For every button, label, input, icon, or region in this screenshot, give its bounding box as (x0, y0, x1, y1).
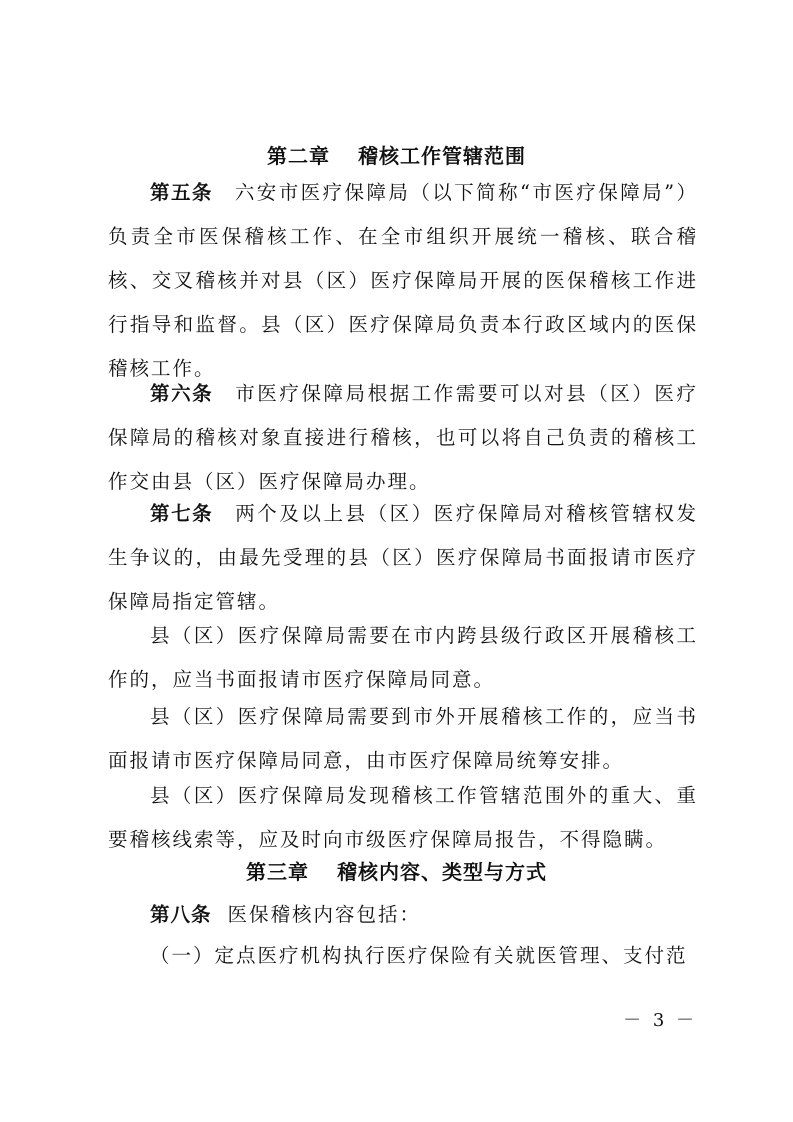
article-label: 第八条 (150, 903, 212, 926)
body-paragraph: 县（区）医疗保障局需要在市内跨县级行政区开展稽核工作的，应当书面报请市医疗保障局同意。 (108, 624, 698, 691)
body-paragraph: 县（区）医疗保障局需要到市外开展稽核工作的，应当书面报请市医疗保障局同意，由市医疗保障局统筹安排。 (108, 705, 698, 772)
chapter-heading (0, 141, 793, 171)
article-text: 医保稽核内容包括： (227, 903, 422, 926)
chapter-title: 稽核内容、类型与方式 (337, 860, 547, 884)
article-text: 市医疗保障局根据工作需要可以对县（区）医疗保障局的稽核对象直接进行稽核，也可以将自己负责的稽核工作交由县（区）医疗保障局办理。 (108, 382, 698, 493)
article-paragraph (108, 893, 698, 937)
article-paragraph (108, 171, 698, 391)
chapter-title: 稽核工作管辖范围 (358, 144, 526, 168)
body-paragraph: 县（区）医疗保障局发现稽核工作管辖范围外的重大、重要稽核线索等，应及时向市级医疗保障局报告，不得隐瞒。 (108, 784, 698, 851)
list-item: （一）定点医疗机构执行医疗保险有关就医管理、支付范 (150, 944, 688, 967)
article-text: 两个及以上县（区）医疗保障局对稽核管辖权发生争议的，由最先受理的县（区）医疗保障局书面报请市医疗保障局指定管辖。 (108, 502, 698, 613)
article-paragraph (108, 492, 698, 624)
chapter-number: 第二章 (267, 144, 330, 168)
article-text: 六安市医疗保障局（以下简称“市医疗保障局”）负责全市医保稽核工作、在全市组织开展统一稽核、联合稽核、交叉稽核并对县（区）医疗保障局开展的医保稽核工作进行指导和监督。县（区）医疗保障局负责本行政区域内的医保稽核工作。 (108, 181, 698, 380)
chapter-number: 第三章 (246, 860, 309, 884)
article-label: 第六条 (150, 382, 214, 405)
chapter-heading (0, 857, 793, 887)
article-paragraph (108, 372, 698, 504)
article-label: 第五条 (150, 181, 213, 204)
page-number: － 3 － (623, 1010, 697, 1031)
article-label: 第七条 (150, 502, 214, 525)
